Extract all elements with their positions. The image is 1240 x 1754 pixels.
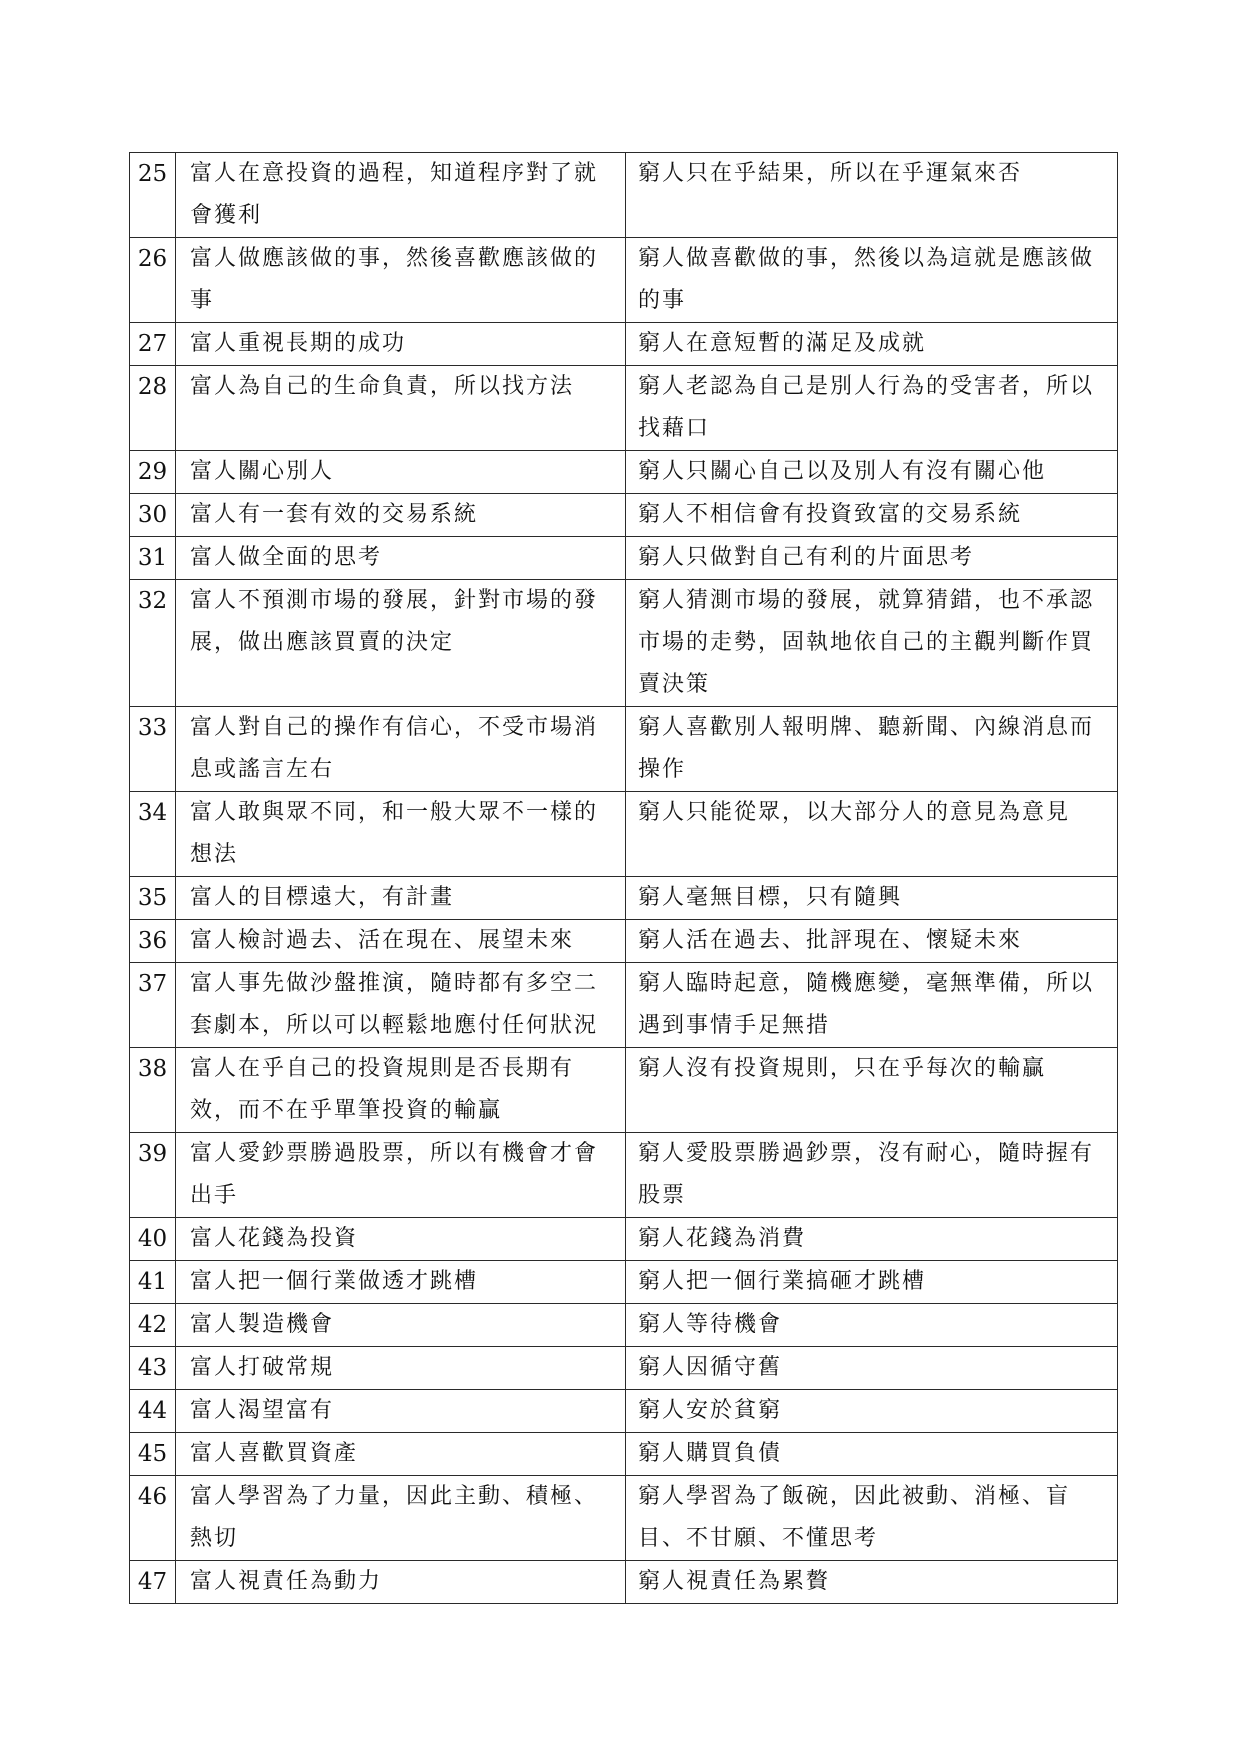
poor-cell: 窮人毫無目標，只有隨興 — [626, 877, 1118, 920]
table-row — [130, 1048, 1118, 1133]
poor-cell: 窮人活在過去、批評現在、懷疑未來 — [626, 920, 1118, 963]
poor-cell: 窮人愛股票勝過鈔票，沒有耐心，隨時握有股票 — [626, 1133, 1118, 1218]
rich-cell: 富人對自己的操作有信心，不受市場消息或謠言左右 — [176, 707, 626, 792]
rich-vs-poor-table — [129, 152, 1118, 1604]
poor-cell: 窮人老認為自己是別人行為的受害者，所以找藉口 — [626, 366, 1118, 451]
row-number: 45 — [130, 1433, 176, 1476]
rich-cell: 富人把一個行業做透才跳槽 — [176, 1261, 626, 1304]
poor-cell: 窮人沒有投資規則，只在乎每次的輸贏 — [626, 1048, 1118, 1133]
rich-cell: 富人有一套有效的交易系統 — [176, 494, 626, 537]
row-number: 40 — [130, 1218, 176, 1261]
rich-cell: 富人不預測市場的發展，針對市場的發展，做出應該買賣的決定 — [176, 580, 626, 707]
poor-cell: 窮人做喜歡做的事，然後以為這就是應該做的事 — [626, 238, 1118, 323]
poor-cell: 窮人視責任為累贅 — [626, 1561, 1118, 1604]
row-number: 47 — [130, 1561, 176, 1604]
poor-cell: 窮人學習為了飯碗，因此被動、消極、盲目、不甘願、不懂思考 — [626, 1476, 1118, 1561]
row-number: 31 — [130, 537, 176, 580]
table-row — [130, 1133, 1118, 1218]
rich-cell: 富人做應該做的事，然後喜歡應該做的事 — [176, 238, 626, 323]
table-row — [130, 580, 1118, 707]
table-row — [130, 494, 1118, 537]
table-row — [130, 323, 1118, 366]
rich-cell: 富人為自己的生命負責，所以找方法 — [176, 366, 626, 451]
row-number: 37 — [130, 963, 176, 1048]
row-number: 25 — [130, 153, 176, 238]
poor-cell: 窮人購買負債 — [626, 1433, 1118, 1476]
poor-cell: 窮人只能從眾，以大部分人的意見為意見 — [626, 792, 1118, 877]
rich-cell: 富人事先做沙盤推演，隨時都有多空二套劇本，所以可以輕鬆地應付任何狀況 — [176, 963, 626, 1048]
rich-cell: 富人敢與眾不同，和一般大眾不一樣的想法 — [176, 792, 626, 877]
poor-cell: 窮人等待機會 — [626, 1304, 1118, 1347]
row-number: 26 — [130, 238, 176, 323]
row-number: 38 — [130, 1048, 176, 1133]
rich-cell: 富人渴望富有 — [176, 1390, 626, 1433]
poor-cell: 窮人只在乎結果，所以在乎運氣來否 — [626, 153, 1118, 238]
table-row — [130, 707, 1118, 792]
table-row — [130, 1433, 1118, 1476]
table-row — [130, 1561, 1118, 1604]
table-row — [130, 877, 1118, 920]
table-row — [130, 1261, 1118, 1304]
poor-cell: 窮人花錢為消費 — [626, 1218, 1118, 1261]
rich-cell: 富人打破常規 — [176, 1347, 626, 1390]
table-row — [130, 792, 1118, 877]
row-number: 43 — [130, 1347, 176, 1390]
table-row — [130, 366, 1118, 451]
rich-cell: 富人關心別人 — [176, 451, 626, 494]
rich-cell: 富人檢討過去、活在現在、展望未來 — [176, 920, 626, 963]
row-number: 34 — [130, 792, 176, 877]
table-body — [130, 153, 1118, 1604]
poor-cell: 窮人不相信會有投資致富的交易系統 — [626, 494, 1118, 537]
row-number: 32 — [130, 580, 176, 707]
row-number: 27 — [130, 323, 176, 366]
row-number: 35 — [130, 877, 176, 920]
table-row — [130, 153, 1118, 238]
table-row — [130, 1347, 1118, 1390]
table-row — [130, 1390, 1118, 1433]
row-number: 33 — [130, 707, 176, 792]
poor-cell: 窮人在意短暫的滿足及成就 — [626, 323, 1118, 366]
rich-cell: 富人製造機會 — [176, 1304, 626, 1347]
rich-cell: 富人重視長期的成功 — [176, 323, 626, 366]
table-row — [130, 451, 1118, 494]
rich-cell: 富人花錢為投資 — [176, 1218, 626, 1261]
rich-cell: 富人視責任為動力 — [176, 1561, 626, 1604]
rich-cell: 富人在意投資的過程，知道程序對了就會獲利 — [176, 153, 626, 238]
row-number: 29 — [130, 451, 176, 494]
poor-cell: 窮人因循守舊 — [626, 1347, 1118, 1390]
row-number: 44 — [130, 1390, 176, 1433]
row-number: 42 — [130, 1304, 176, 1347]
poor-cell: 窮人只關心自己以及別人有沒有關心他 — [626, 451, 1118, 494]
table-row — [130, 1304, 1118, 1347]
rich-cell: 富人喜歡買資產 — [176, 1433, 626, 1476]
row-number: 36 — [130, 920, 176, 963]
table-row — [130, 238, 1118, 323]
poor-cell: 窮人只做對自己有利的片面思考 — [626, 537, 1118, 580]
rich-cell: 富人在乎自己的投資規則是否長期有效，而不在乎單筆投資的輸贏 — [176, 1048, 626, 1133]
table-row — [130, 1476, 1118, 1561]
row-number: 30 — [130, 494, 176, 537]
poor-cell: 窮人喜歡別人報明牌、聽新聞、內線消息而操作 — [626, 707, 1118, 792]
row-number: 46 — [130, 1476, 176, 1561]
table-row — [130, 537, 1118, 580]
table-row — [130, 963, 1118, 1048]
poor-cell: 窮人把一個行業搞砸才跳槽 — [626, 1261, 1118, 1304]
table-row — [130, 1218, 1118, 1261]
poor-cell: 窮人猜測市場的發展，就算猜錯，也不承認市場的走勢，固執地依自己的主觀判斷作買賣決策 — [626, 580, 1118, 707]
row-number: 39 — [130, 1133, 176, 1218]
row-number: 41 — [130, 1261, 176, 1304]
rich-cell: 富人愛鈔票勝過股票，所以有機會才會出手 — [176, 1133, 626, 1218]
row-number: 28 — [130, 366, 176, 451]
rich-cell: 富人做全面的思考 — [176, 537, 626, 580]
rich-cell: 富人的目標遠大，有計畫 — [176, 877, 626, 920]
poor-cell: 窮人臨時起意，隨機應變，毫無準備，所以遇到事情手足無措 — [626, 963, 1118, 1048]
rich-cell: 富人學習為了力量，因此主動、積極、熱切 — [176, 1476, 626, 1561]
poor-cell: 窮人安於貧窮 — [626, 1390, 1118, 1433]
table-row — [130, 920, 1118, 963]
